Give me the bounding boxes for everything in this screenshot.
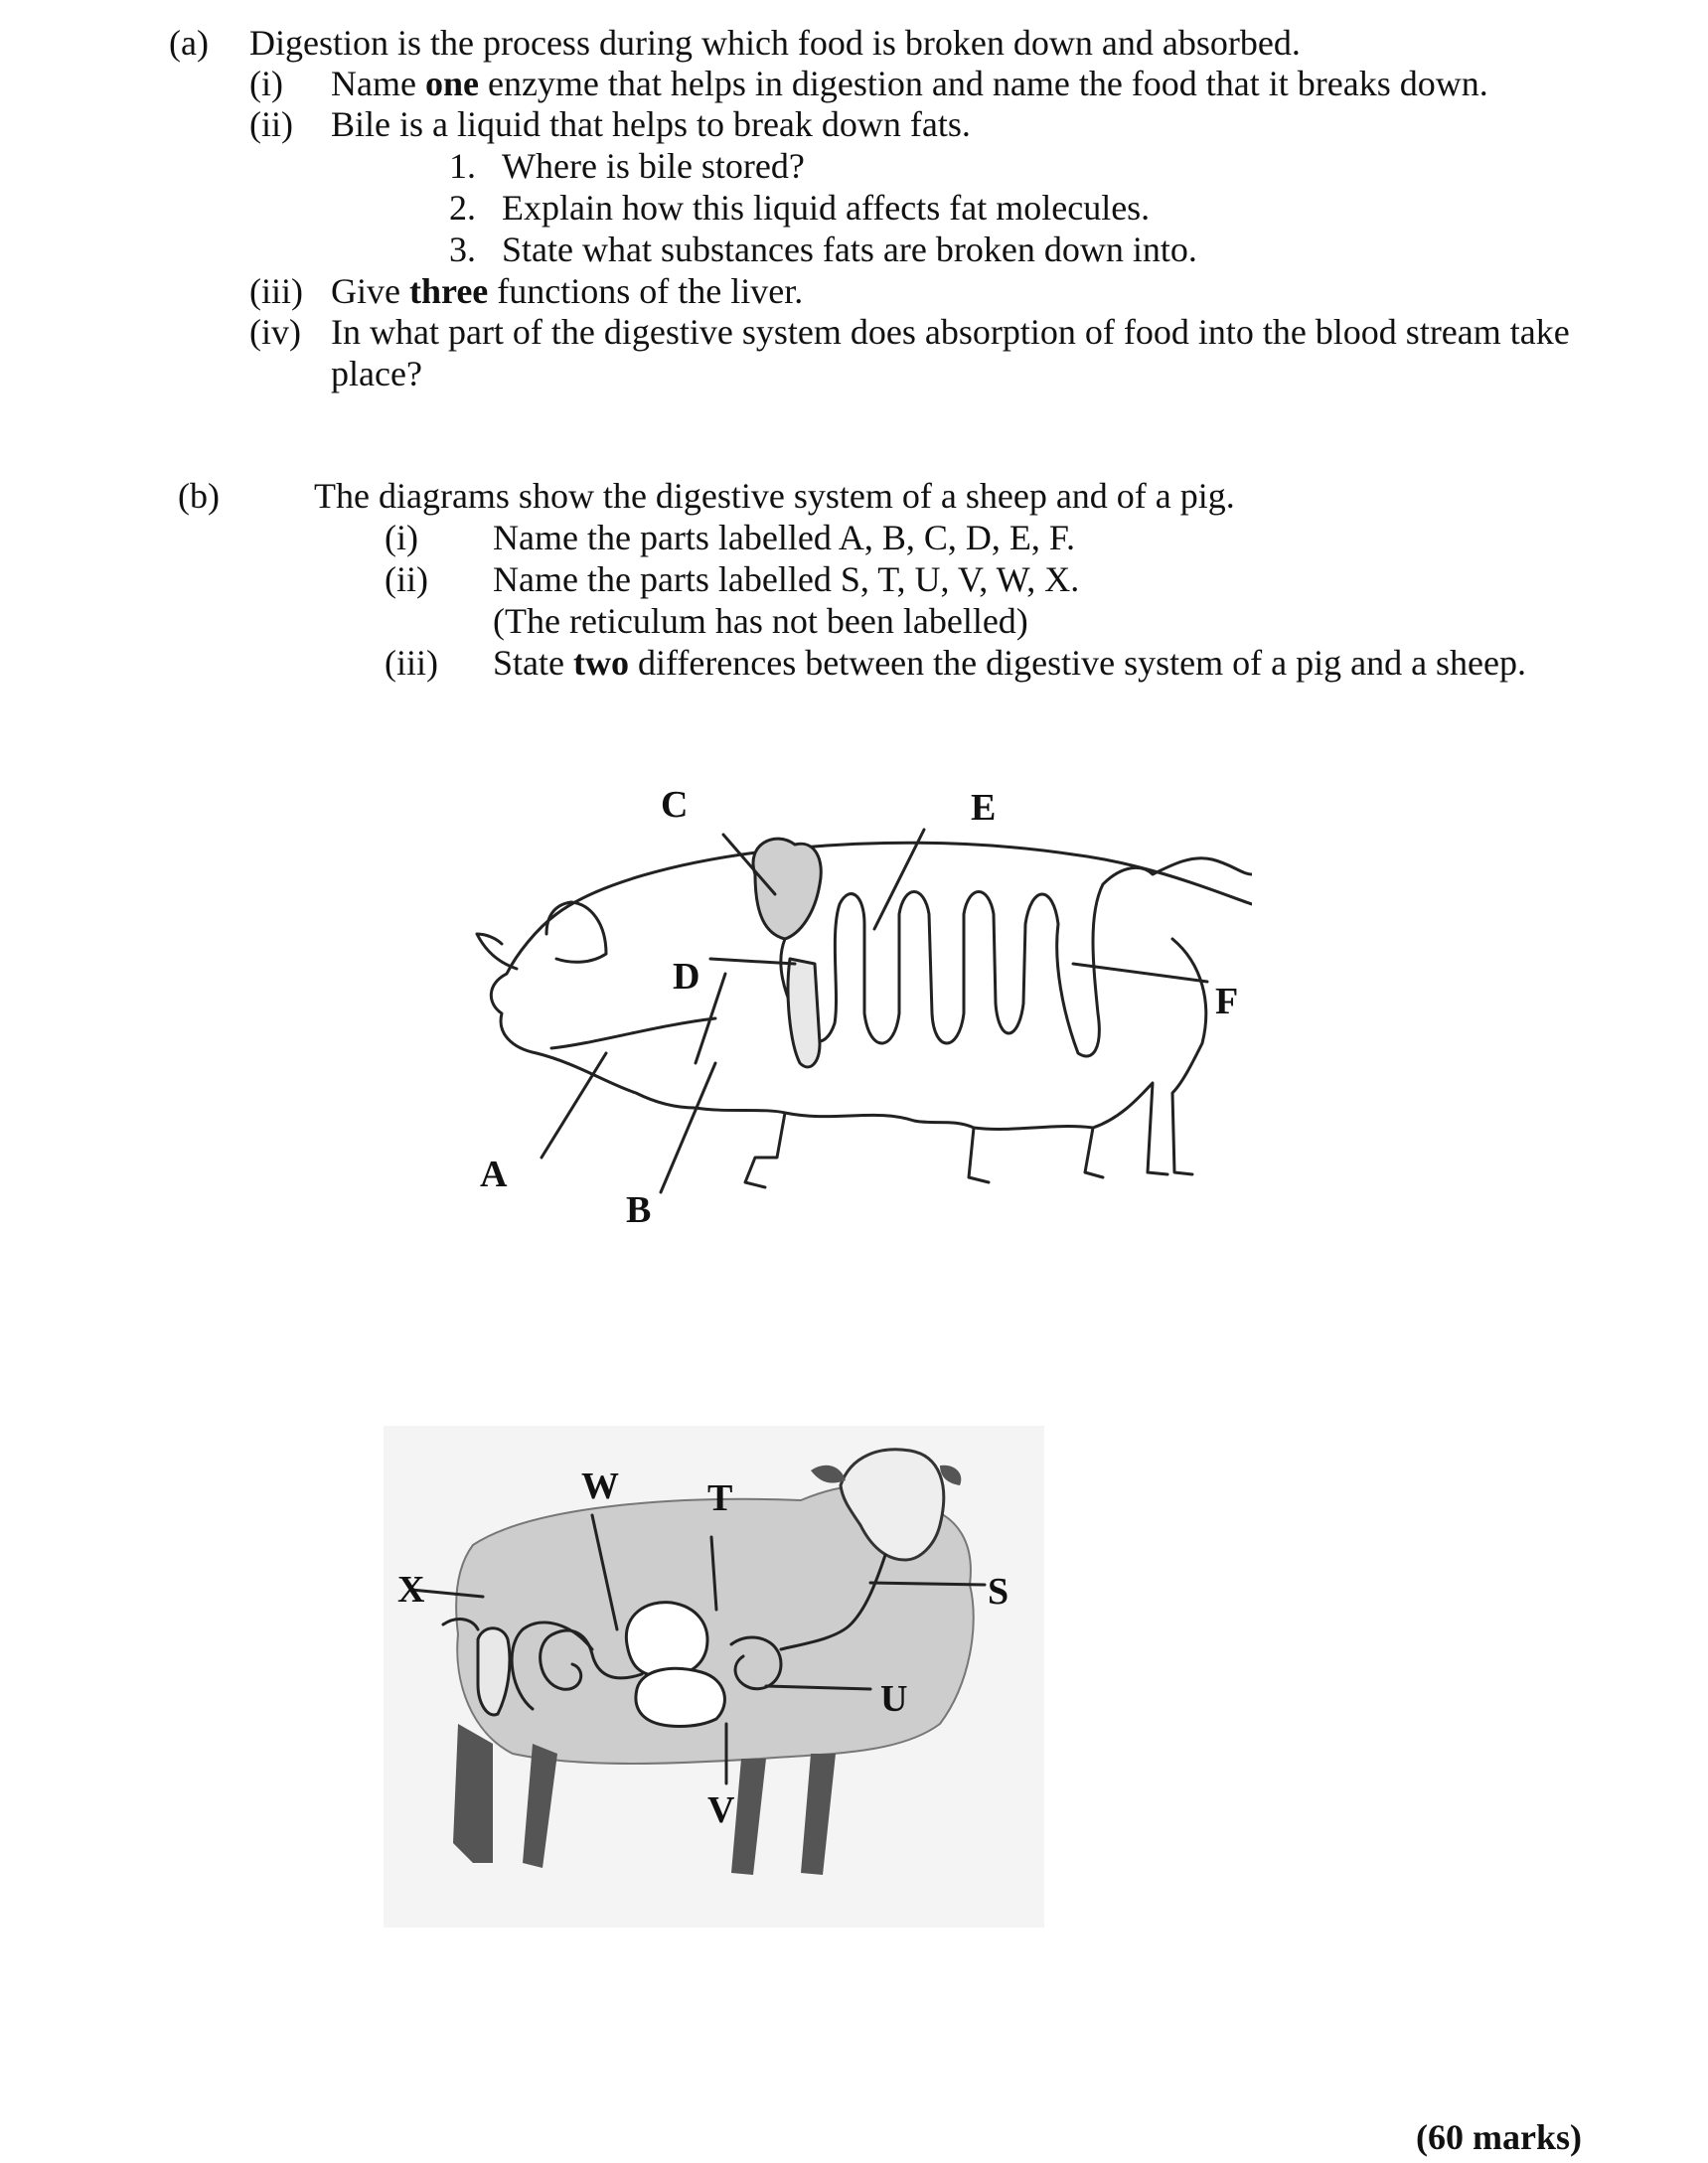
part-a-i-text: Name one enzyme that helps in digestion and name the food that it breaks down. — [331, 64, 1488, 103]
part-a-sub-1-num: 1. — [449, 146, 476, 186]
pig-label-c: C — [661, 784, 689, 826]
part-b-i-num: (i) — [385, 518, 418, 557]
part-a-marker: (a) — [169, 23, 209, 63]
part-a-iv-line2: place? — [331, 354, 422, 393]
sheep-label-w: W — [581, 1466, 619, 1507]
total-marks: (60 marks) — [1416, 2117, 1582, 2157]
sheep-label-t: T — [707, 1477, 733, 1519]
part-b-ii-num: (ii) — [385, 559, 428, 599]
part-a-iii-text: Give three functions of the liver. — [331, 271, 804, 311]
sheep-label-s: S — [988, 1571, 1009, 1613]
part-b-iii-num: (iii) — [385, 643, 438, 683]
sheep-label-x: X — [397, 1569, 425, 1611]
part-a-sub-2-num: 2. — [449, 188, 476, 228]
pig-label-e: E — [971, 787, 997, 829]
part-a-ii-num: (ii) — [249, 104, 293, 144]
part-b-intro: The diagrams show the digestive system of a sheep and of a pig. — [314, 476, 1235, 516]
part-a-sub-3-text: State what substances fats are broken down into. — [502, 230, 1197, 269]
part-a-intro: Digestion is the process during which food is broken down and absorbed. — [249, 23, 1301, 63]
part-a-iv-line1: In what part of the digestive system does absorption of food into the blood stream take — [331, 312, 1570, 352]
part-b-iii-text: State two differences between the digestive system of a pig and a sheep. — [493, 643, 1527, 683]
part-b-i-text: Name the parts labelled A, B, C, D, E, F. — [493, 518, 1076, 557]
part-a-sub-1-text: Where is bile stored? — [502, 146, 805, 186]
part-a-iv-num: (iv) — [249, 312, 301, 352]
part-b-ii-text: Name the parts labelled S, T, U, V, W, X. — [493, 559, 1080, 599]
part-a-ii-text: Bile is a liquid that helps to break down fats. — [331, 104, 971, 144]
part-a-sub-3-num: 3. — [449, 230, 476, 269]
pig-label-a: A — [480, 1154, 508, 1195]
pig-label-b: B — [626, 1189, 652, 1231]
pig-label-f: F — [1215, 981, 1239, 1022]
pig-diagram — [457, 765, 1252, 1242]
part-b-ii-note: (The reticulum has not been labelled) — [493, 601, 1028, 641]
pig-label-d: D — [673, 956, 700, 998]
sheep-label-u: U — [880, 1678, 908, 1720]
part-a-i-num: (i) — [249, 64, 283, 103]
part-a-sub-2-text: Explain how this liquid affects fat molecules. — [502, 188, 1151, 228]
part-b-marker: (b) — [178, 476, 220, 516]
part-a-iii-num: (iii) — [249, 271, 303, 311]
sheep-label-v: V — [707, 1789, 735, 1831]
